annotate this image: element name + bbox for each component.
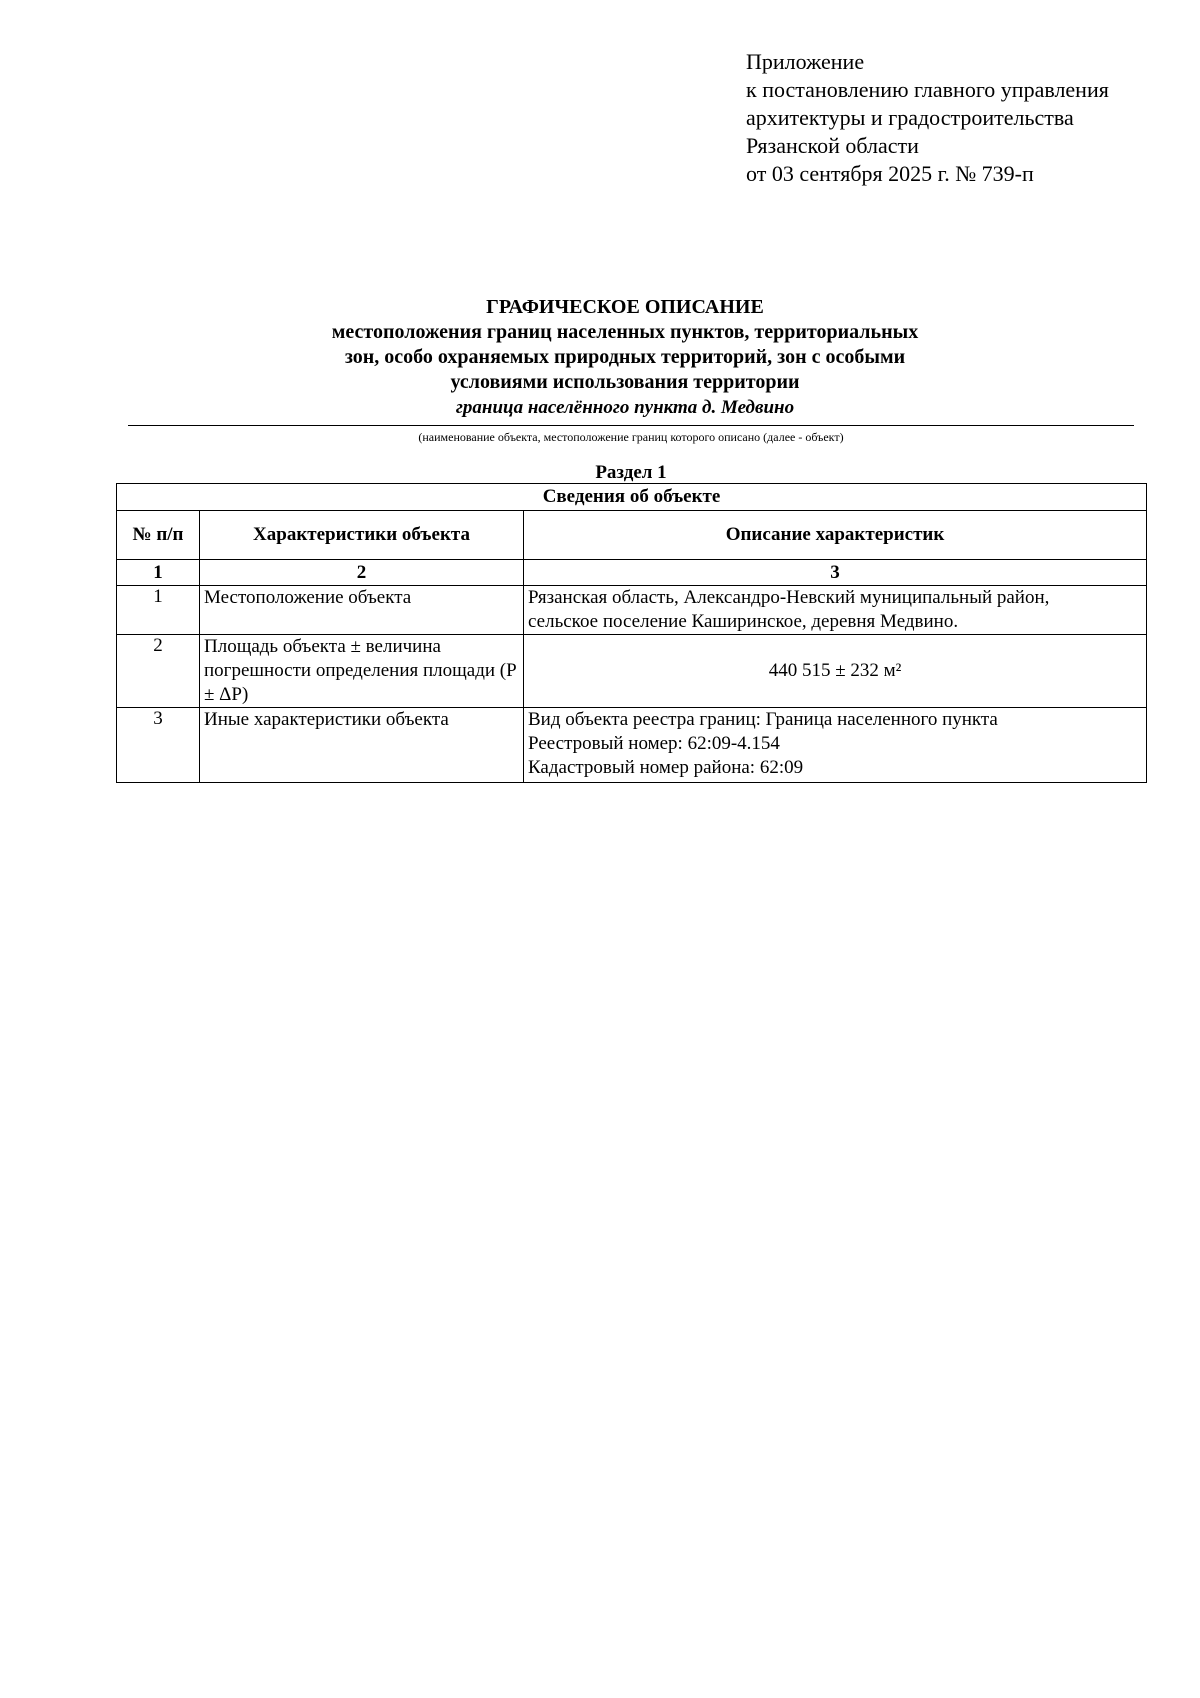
object-name-underline	[128, 425, 1134, 426]
object-info-table	[116, 483, 1147, 783]
document-subtitle-line: зон, особо охраняемых природных территорий, зон с особыми	[344, 346, 906, 368]
column-number: 1	[117, 560, 200, 586]
description-line: Реестровый номер: 62:09-4.154	[528, 733, 780, 754]
appendix-reference	[746, 48, 1109, 188]
document-title-block	[118, 294, 1132, 420]
table-row	[117, 635, 1147, 708]
object-name-hint: (наименование объекта, местоположение границ которого описано (далее - объект)	[418, 430, 844, 444]
section-title: Раздел 1	[595, 462, 667, 483]
row-characteristic: Местоположение объекта	[200, 586, 524, 635]
appendix-line: к постановлению главного управления	[746, 77, 1109, 102]
appendix-line: Рязанской области	[746, 133, 919, 158]
description-line: Вид объекта реестра границ: Граница населенного пункта	[528, 709, 998, 730]
description-line: 440 515 ± 232 м²	[768, 660, 902, 681]
column-header-characteristic: Характеристики объекта	[200, 511, 524, 560]
description-line: сельское поселение Каширинское, деревня Медвино.	[528, 611, 959, 632]
row-index: 1	[117, 586, 200, 635]
document-subtitle-line: местоположения границ населенных пунктов, территориальных	[331, 321, 919, 343]
column-number: 2	[200, 560, 524, 586]
appendix-line: архитектуры и градостроительства	[746, 105, 1074, 130]
description-line: Рязанская область, Александро-Невский муниципальный район,	[528, 587, 1050, 608]
row-description	[524, 708, 1147, 783]
description-line: Кадастровый номер района: 62:09	[528, 757, 804, 778]
row-description	[524, 635, 1147, 708]
document-subtitle-line: условиями использования территории	[450, 371, 800, 393]
appendix-line: Приложение	[746, 49, 865, 74]
object-name: граница населённого пункта д. Медвино	[455, 397, 795, 418]
column-header-number: № п/п	[117, 511, 200, 560]
row-index: 2	[117, 635, 200, 708]
table-body	[117, 586, 1147, 783]
row-index: 3	[117, 708, 200, 783]
table-caption: Сведения об объекте	[117, 484, 1147, 511]
table-row	[117, 708, 1147, 783]
appendix-line: от 03 сентября 2025 г. № 739-п	[746, 161, 1034, 186]
document-title: ГРАФИЧЕСКОЕ ОПИСАНИЕ	[486, 296, 764, 318]
column-number: 3	[524, 560, 1147, 586]
row-characteristic: Иные характеристики объекта	[200, 708, 524, 783]
column-header-description: Описание характеристик	[524, 511, 1147, 560]
row-description	[524, 586, 1147, 635]
table-row	[117, 586, 1147, 635]
row-characteristic: Площадь объекта ± величина погрешности определения площади (Р ± ΔР)	[200, 635, 524, 708]
